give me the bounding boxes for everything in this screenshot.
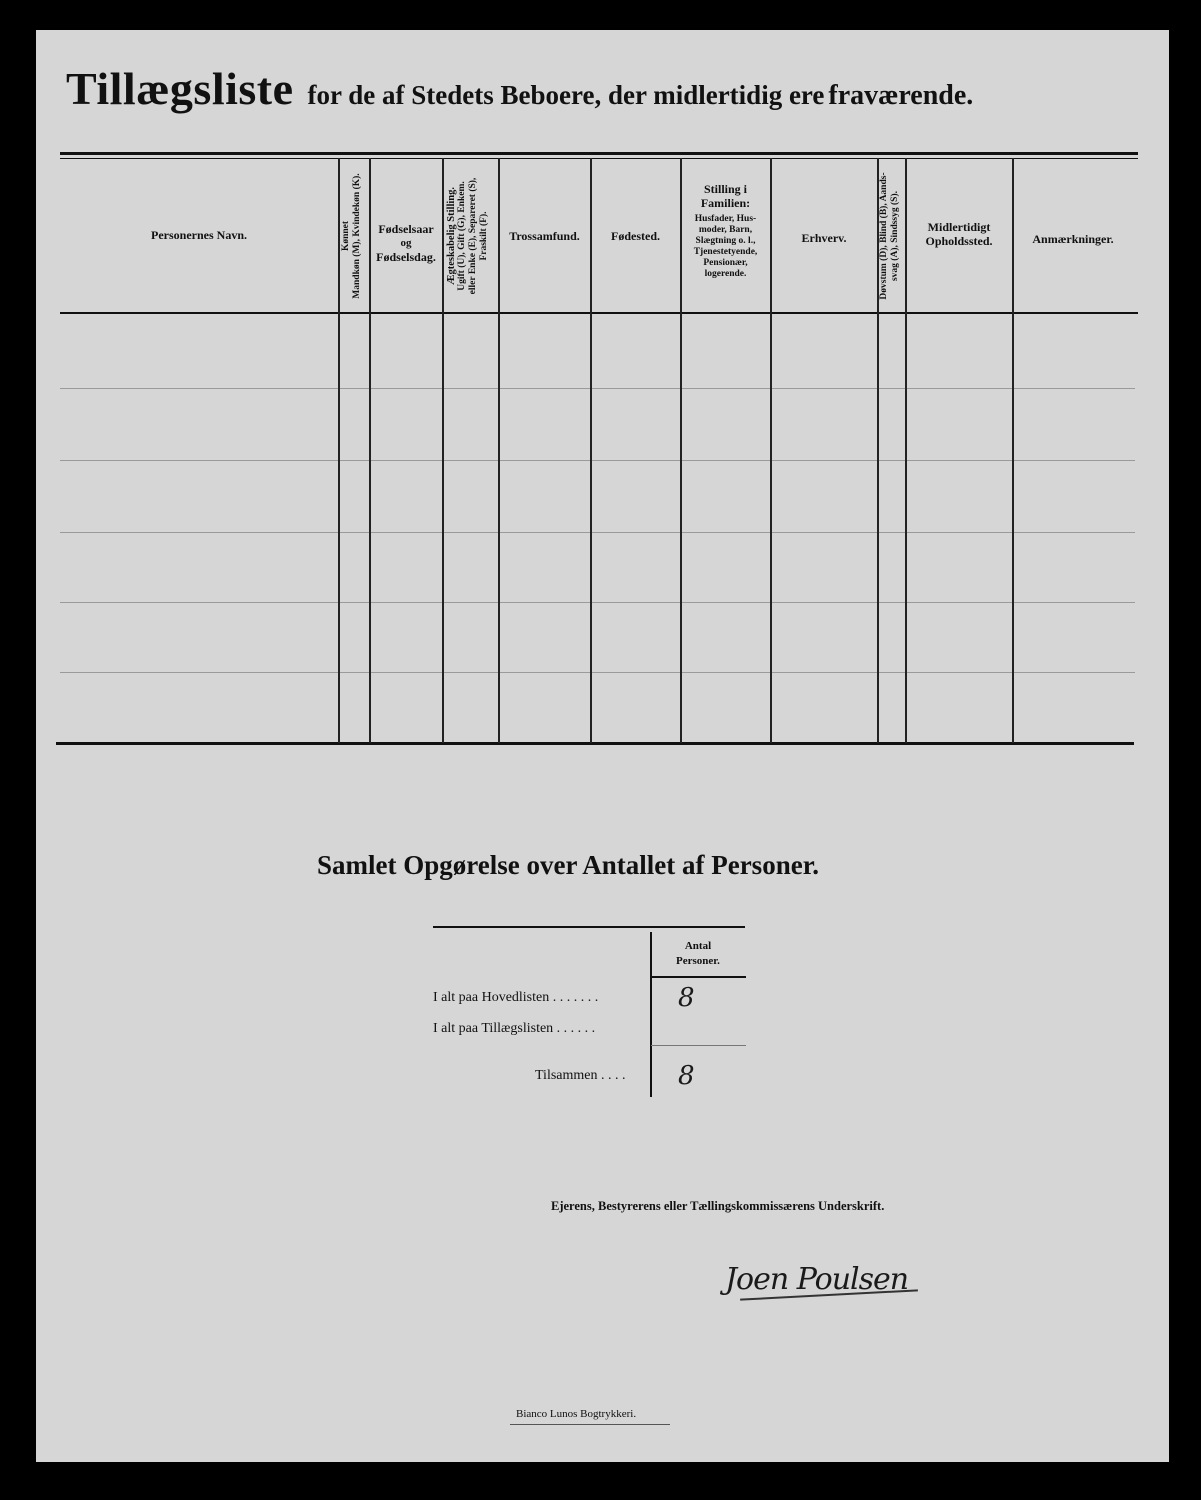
- col-header-remarks: Anmærkninger.: [1032, 232, 1114, 246]
- summary-row-total-label: Tilsammen . . . .: [535, 1068, 626, 1083]
- summary-col-header: [655, 939, 741, 969]
- summary-col-header-1: Antal: [684, 940, 712, 952]
- summary-row-supplement-label: I alt paa Tillægslisten . . . . . .: [433, 1021, 596, 1036]
- summary-subtotal-rule: [651, 1045, 746, 1046]
- col-header-marital-sub3: Fraskilt (F).: [479, 211, 489, 261]
- col-header-family-sub2: moder, Barn,: [698, 225, 753, 235]
- col-header-religion: Trossamfund.: [509, 229, 580, 243]
- title-main: Tillægsliste: [66, 63, 294, 114]
- col-header-marital: [446, 160, 490, 312]
- table-row-rule: [60, 460, 1135, 461]
- printer-imprint: Bianco Lunos Bogtrykkeri.: [516, 1408, 637, 1420]
- column-divider: [770, 158, 772, 743]
- table-top-rule: [60, 152, 1138, 155]
- form-title: [66, 62, 1116, 142]
- col-header-family-sub1: Husfader, Hus-: [694, 214, 757, 224]
- col-header-family-sub3: Slægtning o. l.,: [695, 236, 756, 246]
- column-divider: [498, 158, 500, 743]
- signature-handwritten: Joen Poulsen: [725, 1262, 909, 1297]
- table-row-rule: [60, 672, 1135, 673]
- col-header-marital-title: Ægteskabelig Stilling.: [446, 187, 457, 286]
- title-emphasis: fraværende.: [828, 80, 974, 111]
- col-header-birthplace: Fødested.: [611, 229, 660, 243]
- col-header-residence-1: Midlertidigt: [927, 220, 991, 234]
- column-divider: [338, 158, 340, 743]
- col-header-disability-2: svag (A), Sindssyg (S).: [890, 191, 900, 282]
- printer-underline: [510, 1424, 670, 1425]
- summary-top-rule: [433, 926, 745, 928]
- summary-row-total-value: 8: [678, 1061, 695, 1091]
- title-rest: for de af Stedets Beboere, der midlertidig ere: [307, 80, 825, 110]
- summary-row-main-value: 8: [678, 983, 695, 1013]
- col-header-disability-1: Døvstum (D), Blind (B), Aands-: [879, 172, 889, 300]
- table-bottom-rule: [56, 742, 1134, 745]
- signature-caption: Ejerens, Bestyrerens eller Tællingskommissærens Underskrift.: [551, 1199, 885, 1213]
- col-header-birth-1: Fødselsaar: [378, 222, 434, 236]
- col-header-disability: [879, 160, 901, 312]
- col-header-family-sub5: Pensionær,: [703, 258, 748, 268]
- table-header-rule: [60, 312, 1138, 314]
- col-header-sex: [341, 160, 363, 312]
- col-header-name: Personernes Navn.: [151, 228, 247, 242]
- table-top-rule-thin: [60, 158, 1138, 159]
- col-header-birth: [370, 222, 442, 264]
- col-header-family-title1: Stilling i: [703, 182, 747, 196]
- col-header-birth-3: Fødselsdag.: [376, 250, 436, 264]
- col-header-residence: [906, 220, 1012, 248]
- summary-header-rule: [651, 976, 746, 978]
- column-divider: [442, 158, 444, 743]
- col-header-family-sub4: Tjenestetyende,: [693, 247, 758, 257]
- col-header-birth-2: og: [400, 237, 412, 249]
- summary-title: Samlet Opgørelse over Antallet af Personer.: [317, 850, 819, 880]
- table-row-rule: [60, 602, 1135, 603]
- table-row-rule: [60, 388, 1135, 389]
- col-header-residence-2: Opholdssted.: [925, 234, 993, 248]
- column-divider: [590, 158, 592, 743]
- summary-col-header-2: Personer.: [676, 955, 720, 967]
- col-header-marital-sub1: Ugift (U), Gift (G), Enkem.: [457, 181, 467, 291]
- col-header-family-sub6: logerende.: [704, 269, 747, 279]
- col-header-occupation: Erhverv.: [801, 231, 847, 245]
- table-row-rule: [60, 532, 1135, 533]
- col-header-sex-sub: Mandkøn (M), Kvindekøn (K).: [352, 173, 362, 299]
- summary-row-main-label: I alt paa Hovedlisten . . . . . . .: [433, 990, 599, 1005]
- col-header-family-title2: Familien:: [700, 196, 751, 210]
- col-header-marital-sub2: eller Enke (E), Separeret (S),: [468, 177, 478, 295]
- summary-column-divider: [650, 932, 652, 1097]
- col-header-family: [681, 182, 770, 280]
- col-header-sex-title: Kønnet: [341, 220, 351, 252]
